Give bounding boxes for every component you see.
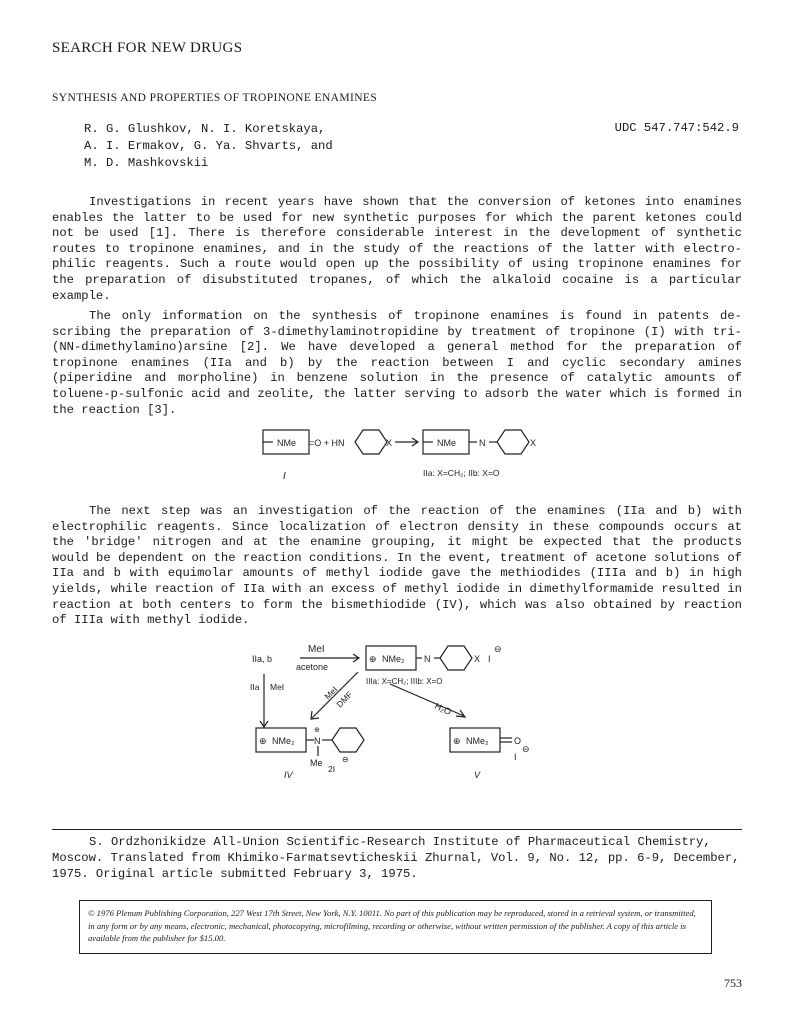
author-list <box>84 121 333 172</box>
mei-label: MeI <box>308 644 325 655</box>
footnote-divider <box>52 829 742 830</box>
mei-diag-label: MeI <box>322 684 340 702</box>
compound-I-label: I <box>283 471 286 482</box>
nme2-label: NMe₂ <box>466 736 489 746</box>
nme2-label: NMe₂ <box>272 736 295 746</box>
reaction-scheme-2 <box>250 638 560 780</box>
n-label: N <box>479 438 486 448</box>
plus-icon: ⊕ <box>259 736 267 746</box>
iia-label: IIa <box>250 682 260 692</box>
compound-V-label: V <box>474 770 481 780</box>
author-line: M. D. Mashkovskii <box>84 156 209 170</box>
plus-icon: ⊕ <box>314 727 320 734</box>
n-label: N <box>424 654 431 664</box>
udc-code: UDC 547.747:542.9 <box>614 121 739 135</box>
paragraph-electrophiles: The next step was an investigation of the reaction of the enamines (IIa and b) with electrophilic reagents. Since localization of electron density in these compounds occurs at the 'bridge' nitrogen and at the enamine grouping, it might be expected that the products would be dependent on the reaction conditions. In the event, treatment of acetone solutions of IIa and b with equimolar amounts of methyl iodide gave the methiodides (IIIa and b) in high yields, while reaction of IIa with an excess of methyl iodide in dimethylformamide resulted in reaction at both centers to form the bismethiodide (IV), which was also obtained by reaction of IIIa with methyl iodide. <box>52 504 742 628</box>
article-title: SYNTHESIS AND PROPERTIES OF TROPINONE ENAMINES <box>52 92 378 104</box>
author-line: A. I. Ermakov, G. Ya. Shvarts, and <box>84 139 333 153</box>
n-label: N <box>314 736 321 746</box>
page-number: 753 <box>724 976 742 990</box>
me-label: Me <box>310 758 323 768</box>
minus-icon: ⊖ <box>522 744 530 754</box>
minus-icon: ⊖ <box>342 755 349 764</box>
paragraph-intro: Investigations in recent years have shown that the conversion of ketones into enamines enables the latter to be used for new synthetic purposes for which the parent ketones could not be used [1]. There is therefore considerable interest in the development of synthetic routes to tropinone enamines, and in the study of the reactions of the latter with electro-philic reagents. Such a route would open up the possibility of using tropinone enamines for the preparation of disubstituted tropanes, of which the alkaloid cocaine is a particular example. <box>52 195 742 303</box>
dmf-label: DMF <box>334 689 355 710</box>
h2o-label: H₂O <box>433 700 453 717</box>
x-label: X <box>474 654 481 664</box>
x-label: X <box>530 438 537 448</box>
oxygen-label: O <box>514 736 522 746</box>
acetone-label: acetone <box>296 662 329 672</box>
nme2-label: NMe₂ <box>382 654 405 664</box>
nme-label: NMe <box>277 438 297 448</box>
plus-icon: ⊕ <box>369 654 377 664</box>
author-line: R. G. Glushkov, N. I. Koretskaya, <box>84 122 326 136</box>
section-heading: SEARCH FOR NEW DRUGS <box>52 40 243 56</box>
iodide-label: I <box>488 654 491 664</box>
compound-IV-label: IV <box>284 770 293 780</box>
reaction-scheme-1 <box>255 424 555 486</box>
compound-III-label: IIIa: X=CH₂; IIIb: X=O <box>366 677 443 686</box>
compound-II-label: IIa: X=CH₂; IIb: X=O <box>423 468 500 478</box>
reagent-label: =O + HN <box>309 438 345 448</box>
mei-side-label: MeI <box>270 682 285 692</box>
iodide2-label: 2I <box>328 764 336 774</box>
plus-icon: ⊕ <box>453 736 461 746</box>
minus-icon: ⊖ <box>494 644 502 654</box>
x-label: X <box>386 438 393 448</box>
paragraph-synthesis: The only information on the synthesis of tropinone enamines is found in patents de-scribing the preparation of 3-dimethylaminotropidine by treatment of tropinone (I) with tri-(NN-dimethylamino)arsine [2]. We have developed a general method for the preparation of tropinone enamines (IIa and b) by the reaction between I and cyclic secondary amines (piperidine and morpholine) in benzene solution in the presence of catalytic amounts of toluene-p-sulfonic acid and zeolite, the latter serving to adsorb the water which is formed in the reaction [3]. <box>52 309 742 417</box>
start-label: IIa, b <box>252 654 273 664</box>
iodide-label: I <box>514 752 517 762</box>
nme-label: NMe <box>437 438 457 448</box>
affiliation-footnote: S. Ordzhonikidze All-Union Scientific-Research Institute of Pharmaceutical Chemistry, Moscow. Translated from Khimiko-Farmatsevticheskii Zhurnal, Vol. 9, No. 12, pp. 6-9, December, 1975. Original article submitted February 3, 1975. <box>52 835 740 881</box>
copyright-notice: © 1976 Plenum Publishing Corporation, 227 West 17th Street, New York, N.Y. 10011. No part of this publication may be reproduced, stored in a retrieval system, or transmitted, in any form or by any means, electronic, mechanical, photocopying, microfilming, recording or otherwise, without written permission of the publisher. A copy of this article is available from the publisher for $15.00. <box>79 900 712 954</box>
